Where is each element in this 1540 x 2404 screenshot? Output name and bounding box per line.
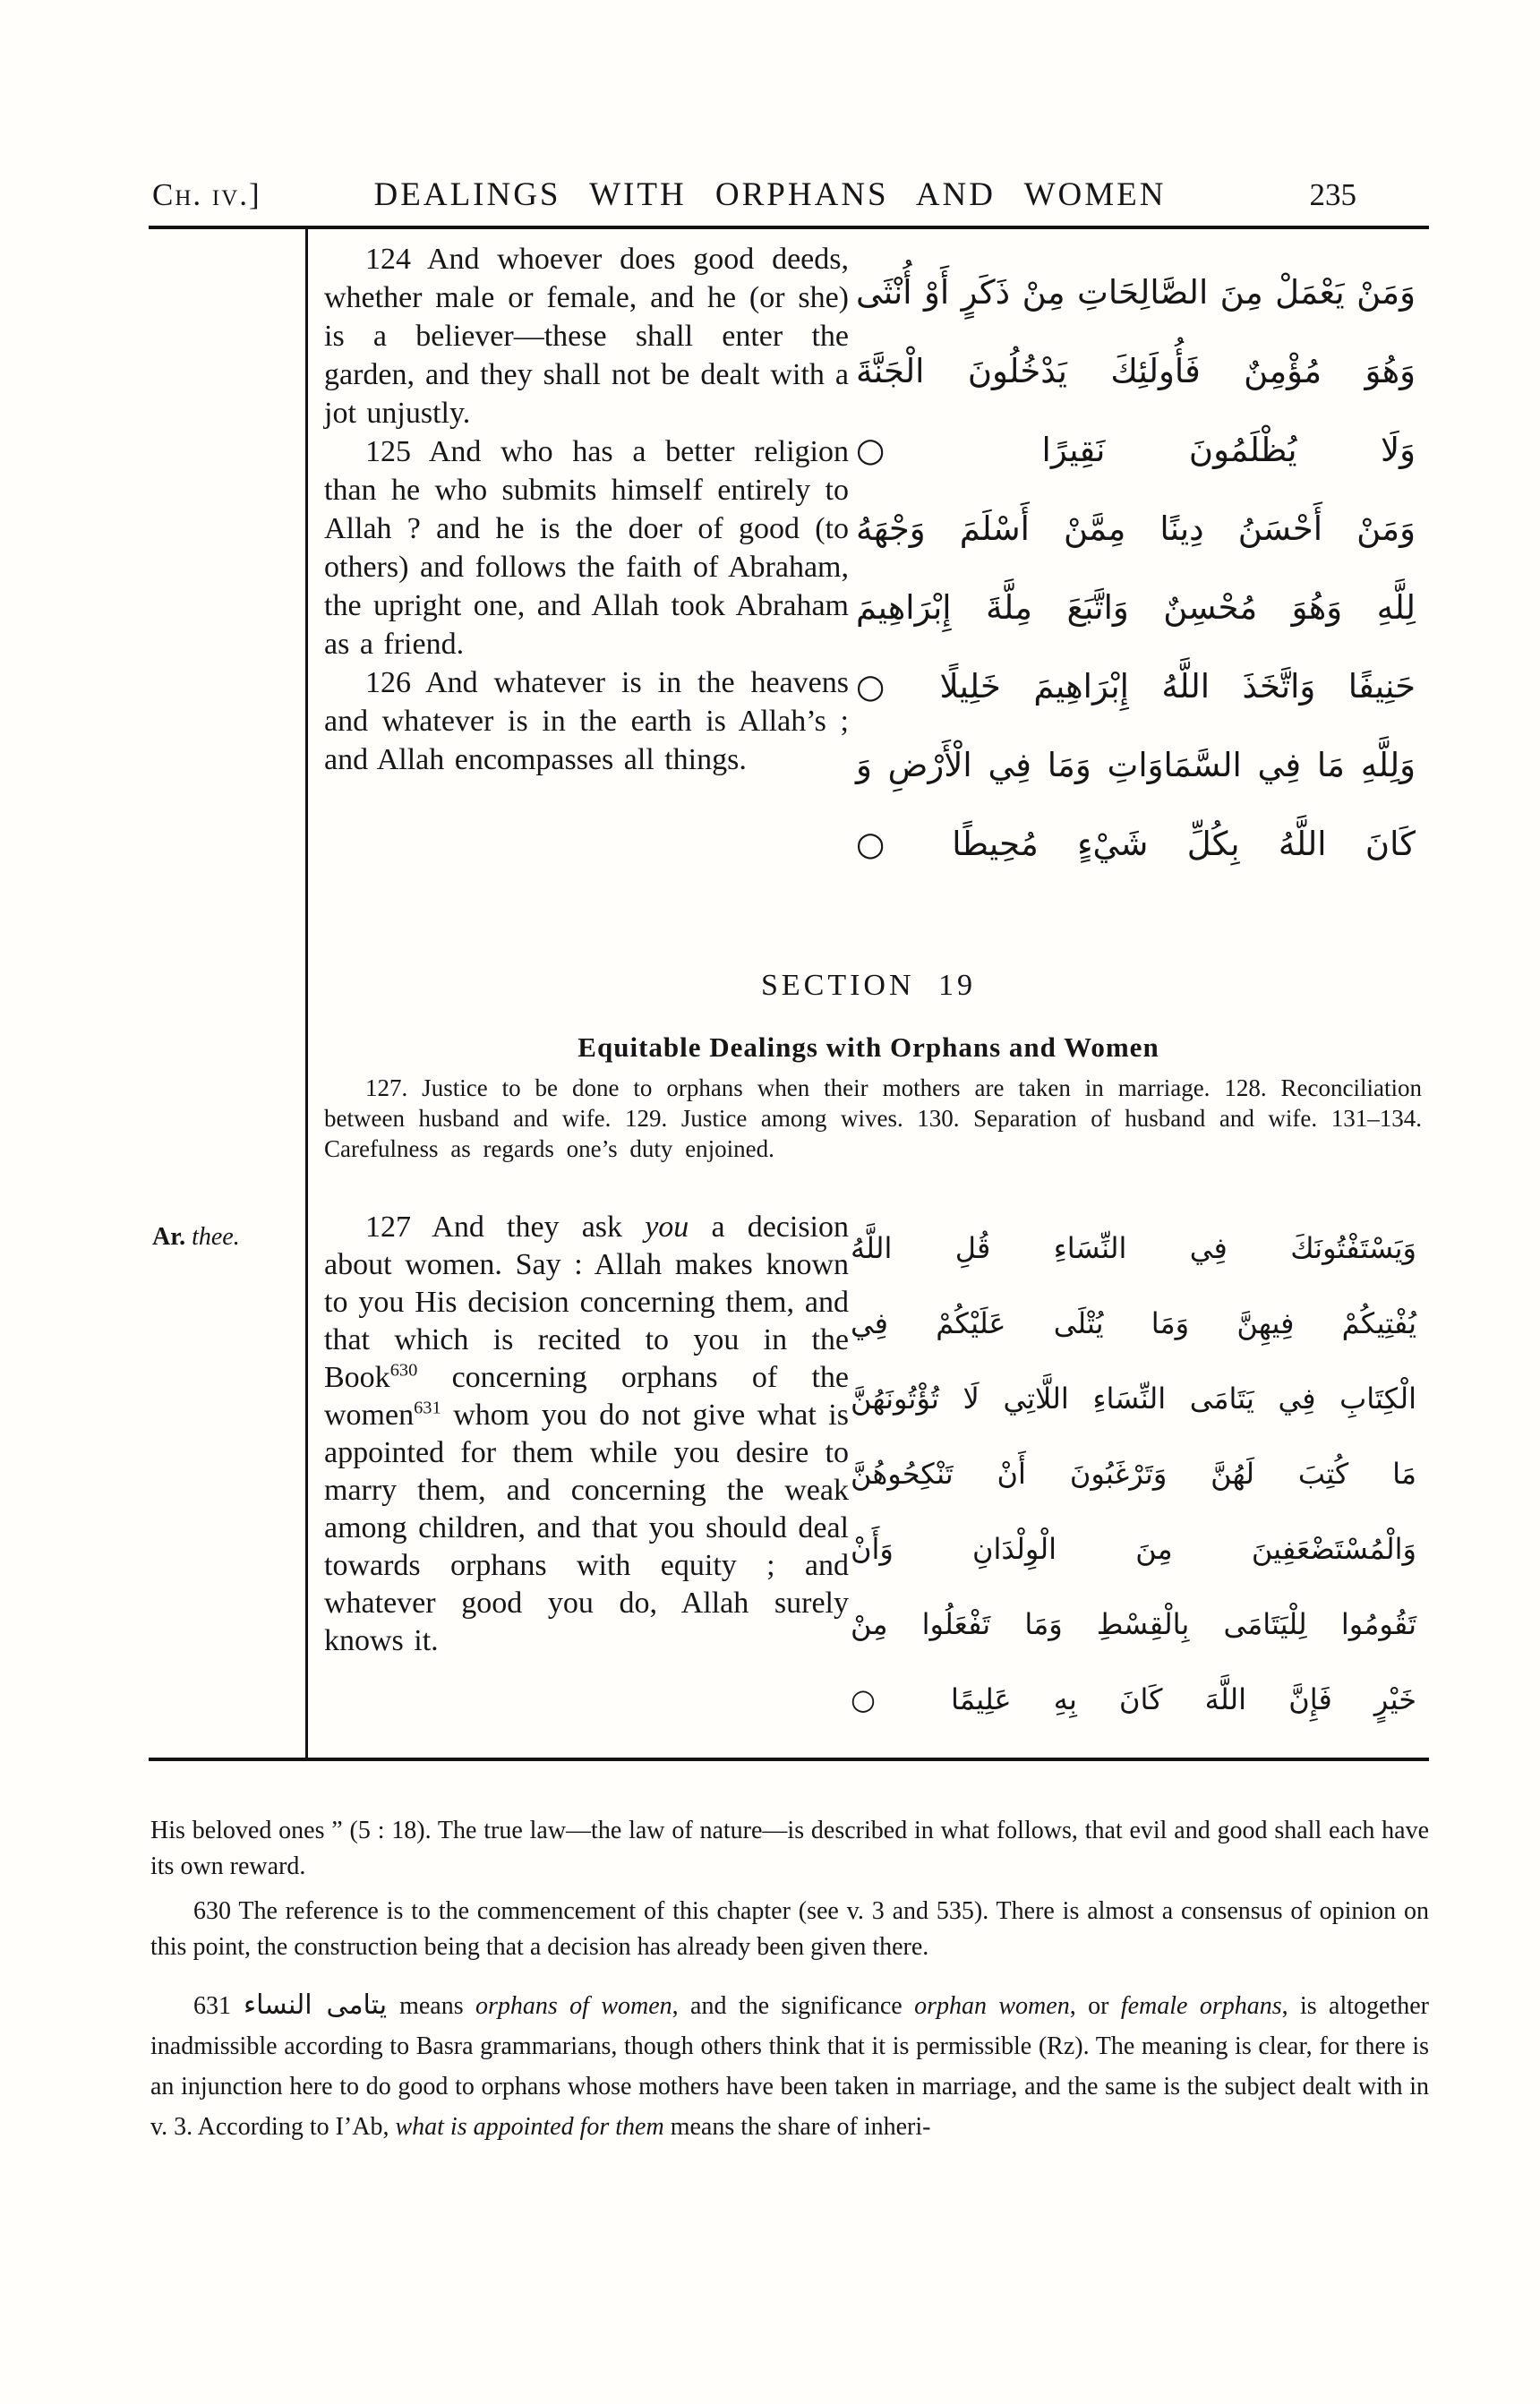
arabic-line: مَا كُتِبَ لَهُنَّ وَتَرْغَبُونَ أَنْ تَنْكِحُوهُنَّ xyxy=(851,1457,1416,1491)
section-subheading: Equitable Dealings with Orphans and Women xyxy=(578,1031,1159,1063)
arabic-line: تَقُومُوا لِلْيَتَامَى بِالْقِسْطِ وَمَا تَفْعَلُوا مِنْ xyxy=(851,1607,1416,1641)
arabic-line: خَيْرٍ فَإِنَّ اللَّهَ كَانَ بِهِ عَلِيمًا ○ xyxy=(851,1682,1416,1716)
arabic-verses-124-126 xyxy=(856,253,1416,884)
page-number: 235 xyxy=(1309,177,1356,212)
footnote-divider xyxy=(149,1758,1429,1761)
arabic-line: وَهُوَ مُؤْمِنٌ فَأُولَئِكَ يَدْخُلُونَ الْجَنَّةَ xyxy=(856,352,1416,390)
chapter-label: Ch. iv.] xyxy=(152,177,261,212)
footnote-paragraph: 630 The reference is to the commencement of this chapter (see v. 3 and 535). There is almost a consensus of opinion on this point, the construction being that a decision has already been given there. xyxy=(150,1897,1429,1961)
margin-column-divider xyxy=(305,226,308,1760)
verse-paragraph: 127 And they ask you a decision about women. Say : Allah makes known to you His decision concerning them, and that which is recited to you in the Book$^{630}$ concerning orphans of the women$^{631}$ whom you do not give what is appointed for them while you desire to marry them, and concerning the weak among children, and that you should deal towards orphans with equity ; and whatever good you do, Allah surely knows it. xyxy=(324,1211,849,1657)
footnote-paragraph: His beloved ones ” (5 : 18). The true law—the law of nature—is described in what follows, that evil and good shall each have its own reward. xyxy=(150,1817,1429,1880)
arabic-line: يُفْتِيكُمْ فِيهِنَّ وَمَا يُتْلَى عَلَيْكُمْ فِي xyxy=(851,1306,1416,1340)
verse-paragraph: 124 And whoever does good deeds, whether male or female, and he (or she) is a believer—these shall enter the garden, and they shall not be dealt with a jot unjustly. xyxy=(324,243,849,430)
english-verses-124-126 xyxy=(324,240,849,779)
arabic-line: وَيَسْتَفْتُونَكَ فِي النِّسَاءِ قُلِ اللَّهُ xyxy=(851,1231,1416,1265)
english-verse-127 xyxy=(324,1209,849,1660)
arabic-line: كَانَ اللَّهُ بِكُلِّ شَيْءٍ مُحِيطًا ○ xyxy=(856,825,1416,863)
verse-paragraph: 126 And whatever is in the heavens and whatever is in the earth is Allah’s ; and Allah encompasses all things. xyxy=(324,666,849,776)
margin-note-term: thee. xyxy=(192,1223,240,1251)
footnote-paragraph: 631 يتامى النساء means orphans of women, and the significance orphan women, or female orphans, is altogether inadmissible according to Basra grammarians, though others think that it is permissible (Rz). The meaning is clear, for there is an injunction here to do good to orphans whose mothers have been taken in marriage, and the same is the subject dealt with in v. 3. According to I’Ab, what is appointed for them means the share of inheri- xyxy=(150,1989,1430,2141)
arabic-line: وَمَنْ يَعْمَلْ مِنَ الصَّالِحَاتِ مِنْ ذَكَرٍ أَوْ أُنْثَى xyxy=(856,273,1416,312)
arabic-line: حَنِيفًا وَاتَّخَذَ اللَّهُ إِبْرَاهِيمَ خَلِيلًا ○ xyxy=(856,667,1416,706)
margin-note-prefix: Ar. xyxy=(152,1223,192,1251)
inline-arabic: يتامى النساء xyxy=(244,1989,388,2021)
arabic-line: الْكِتَابِ فِي يَتَامَى النِّسَاءِ اللَّاتِي لَا تُؤْتُونَهُنَّ xyxy=(851,1382,1416,1416)
header-divider xyxy=(149,226,1429,229)
verse-paragraph: 125 And who has a better religion than he who submits himself entirely to Allah ? and he is the doer of good (to others) and follows the faith of Abraham, the upright one, and Allah took Abraham as a friend. xyxy=(324,435,849,661)
arabic-verse-127 xyxy=(851,1211,1416,1737)
footnotes xyxy=(150,1813,1429,2156)
arabic-line: وَلَا يُظْلَمُونَ نَقِيرًا ○ xyxy=(856,431,1416,469)
arabic-line: وَالْمُسْتَضْعَفِينَ مِنَ الْوِلْدَانِ وَأَنْ xyxy=(851,1532,1416,1566)
arabic-line: وَمَنْ أَحْسَنُ دِينًا مِمَّنْ أَسْلَمَ وَجْهَهُ xyxy=(856,509,1416,548)
page-title: DEALINGS WITH ORPHANS AND WOMEN xyxy=(373,176,1167,213)
margin-note xyxy=(152,1223,240,1252)
arabic-line: وَلِلَّهِ مَا فِي السَّمَاوَاتِ وَمَا فِي الْأَرْضِ وَ xyxy=(856,746,1416,784)
arabic-line: لِلَّهِ وَهُوَ مُحْسِنٌ وَاتَّبَعَ مِلَّةَ إِبْرَاهِيمَ xyxy=(856,588,1416,627)
section-summary: 127. Justice to be done to orphans when their mothers are taken in marriage. 128. Reconciliation between husband and wife. 129. Justice among wives. 130. Separation of husband and wife. 131–134. Carefulness as regards one’s duty enjoined. xyxy=(324,1074,1422,1162)
section-heading: SECTION 19 xyxy=(760,969,977,1002)
